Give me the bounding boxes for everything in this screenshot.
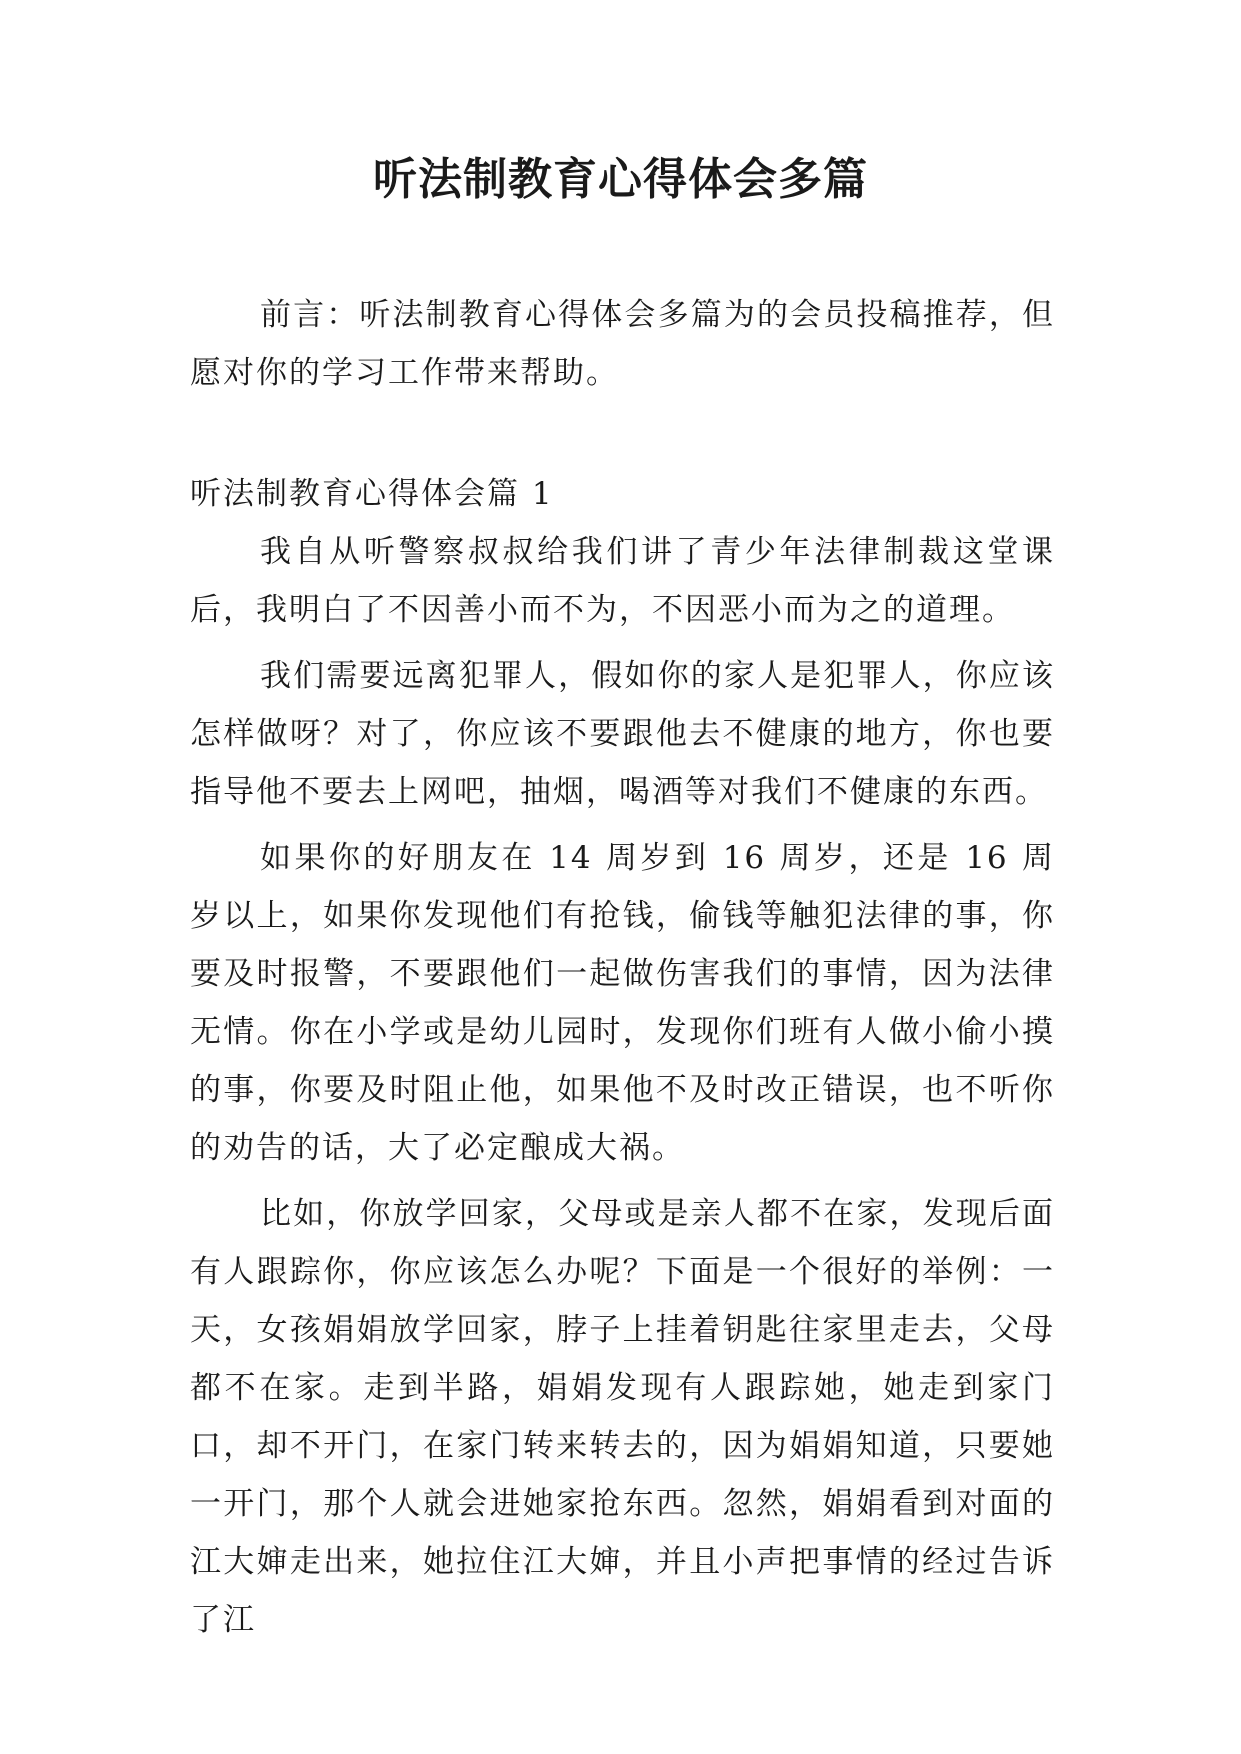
- body-paragraph-2: 我们需要远离犯罪人，假如你的家人是犯罪人，你应该怎样做呀？对了，你应该不要跟他去不健康的地方，你也要指导他不要去上网吧，抽烟，喝酒等对我们不健康的东西。: [190, 658, 1055, 810]
- body-paragraph-4: 比如，你放学回家，父母或是亲人都不在家，发现后面有人跟踪你，你应该怎么办呢？下面是一个很好的举例：一天，女孩娟娟放学回家，脖子上挂着钥匙往家里走去，父母都不在家。走到半路，娟娟发现有人跟踪她，她走到家门口，却不开门，在家门转来转去的，因为娟娟知道，只要她一开门，那个人就会进她家抢东西。忽然，娟娟看到对面的江大婶走出来，她拉住江大婶，并且小声把事情的经过告诉了江: [190, 1196, 1055, 1638]
- body-paragraph-3: 如果你的好朋友在 14 周岁到 16 周岁，还是 16 周岁以上，如果你发现他们有抢钱，偷钱等触犯法律的事，你要及时报警，不要跟他们一起做伤害我们的事情，因为法律无情。你在小学或是幼儿园时，发现你们班有人做小偷小摸的事，你要及时阻止他，如果他不及时改正错误，也不听你的劝告的话，大了必定酿成大祸。: [190, 840, 1055, 1166]
- section-body: [190, 523, 1055, 1649]
- section-heading: 听法制教育心得体会篇 1: [190, 476, 554, 512]
- preface-paragraph: 前言：听法制教育心得体会多篇为的会员投稿推荐，但愿对你的学习工作带来帮助。: [190, 297, 1055, 391]
- body-paragraph-1: 我自从听警察叔叔给我们讲了青少年法律制裁这堂课后，我明白了不因善小而不为，不因恶小而为之的道理。: [190, 534, 1055, 628]
- document-title: 听法制教育心得体会多篇: [373, 154, 868, 205]
